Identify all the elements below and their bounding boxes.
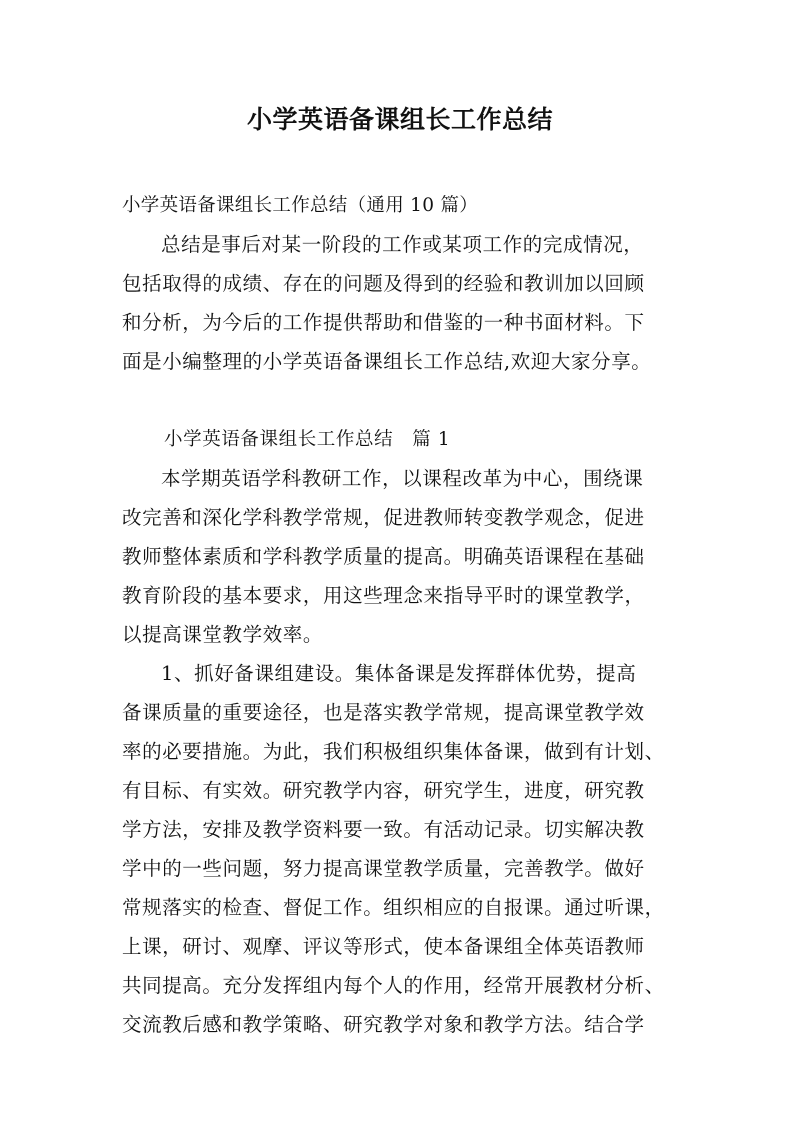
paragraph-line: 教师整体素质和学科教学质量的提高。明确英语课程在基础 xyxy=(122,545,645,568)
paragraph-line: 学方法，安排及教学资料要一致。有活动记录。切实解决教 xyxy=(122,818,645,841)
intro-line: 总结是事后对某一阶段的工作或某项工作的完成情况， xyxy=(161,233,644,256)
paragraph-line: 共同提高。充分发挥组内每个人的作用，经常开展教材分析、 xyxy=(122,974,665,997)
paragraph-line: 有目标、有实效。研究教学内容，研究学生，进度，研究教 xyxy=(122,779,645,802)
paragraph-line: 学中的一些问题，努力提高课堂教学质量，完善教学。做好 xyxy=(122,857,645,880)
intro-line: 包括取得的成绩、存在的问题及得到的经验和教训加以回顾 xyxy=(122,272,645,295)
paragraph-line: 以提高课堂教学效率。 xyxy=(122,623,324,646)
intro-line: 面是小编整理的小学英语备课组长工作总结,欢迎大家分享。 xyxy=(122,350,652,373)
intro-line: 和分析，为今后的工作提供帮助和借鉴的一种书面材料。下 xyxy=(122,311,645,334)
paragraph-line: 常规落实的检查、督促工作。组织相应的自报课。通过听课， xyxy=(122,896,665,919)
paragraph-line: 改完善和深化学科教学常规，促进教师转变教学观念，促进 xyxy=(122,506,645,529)
document-body xyxy=(122,186,682,1044)
paragraph-line: 交流教后感和教学策略、研究教学对象和教学方法。结合学 xyxy=(122,1013,645,1036)
paragraph-line: 上课，研讨、观摩、评议等形式，使本备课组全体英语教师 xyxy=(122,935,645,958)
paragraph-spacer xyxy=(122,381,682,420)
section-heading: 小学英语备课组长工作总结 篇 1 xyxy=(164,429,451,450)
document-title: 小学英语备课组长工作总结 xyxy=(246,105,553,134)
paragraph-2 xyxy=(122,654,682,1044)
paragraph-line: 备课质量的重要途径，也是落实教学常规，提高课堂教学效 xyxy=(122,701,645,724)
document-subtitle: 小学英语备课组长工作总结（通用 10 篇） xyxy=(122,195,479,216)
paragraph-line: 教育阶段的基本要求，用这些理念来指导平时的课堂教学， xyxy=(122,584,645,607)
paragraph-line: 率的必要措施。为此，我们积极组织集体备课，做到有计划、 xyxy=(122,740,665,763)
paragraph-line: 1、抓好备课组建设。集体备课是发挥群体优势，提高 xyxy=(161,662,637,685)
paragraph-line: 本学期英语学科教研工作，以课程改革为中心，围绕课 xyxy=(161,467,644,490)
paragraph-1 xyxy=(122,459,682,654)
intro-paragraph xyxy=(122,225,682,381)
